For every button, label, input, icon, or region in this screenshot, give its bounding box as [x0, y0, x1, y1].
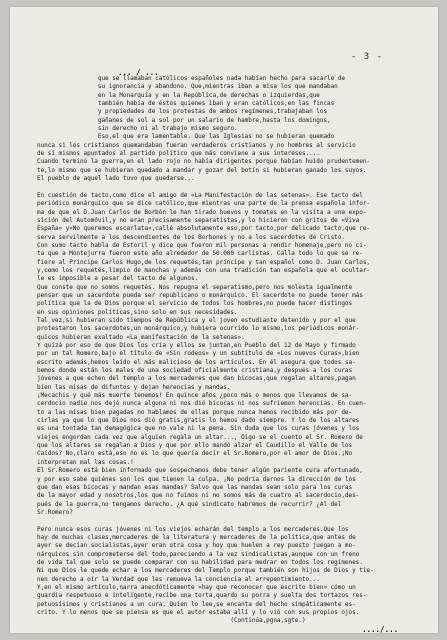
text-line: le es imposible a pesar del tacto de algunos. [37, 275, 199, 283]
text-line: Eso,el que era lamentable. Que las Iglesias no se hubieran quemado [37, 133, 335, 141]
text-line: El Sr.Romero está bien informado que sospechamos debe tener algún pariente cura afortunado, [37, 467, 363, 475]
text-line: su ignorancia y abandono. Que,mientras iban a misa los que mandaban [37, 83, 338, 91]
text-line: que dan esas bicocas y mandan esas mandas? Salvo que las mandas sean solo para los curas [37, 483, 353, 491]
text-line [37, 517, 431, 525]
text-line: Caídos? No,claro está,eso no es lo que quería decir el Sr.Romero,por el amor de Dios.¡No [37, 450, 353, 458]
continuation-mark-top: ... / ... [118, 68, 159, 77]
text-line: Y,en el mismo artículo,narra anecdóticamente «hay que reconocer que escrito bien» cómo un [37, 583, 356, 591]
text-line: periódico monárquico que se dice católico,que mientras una parte de la prensa española infor- [37, 200, 370, 208]
text-line: cerdocio nadie nos dejó nunca alguna ni nos dió bicocas ni nos sufriemon herencias. En cuen- [37, 400, 367, 408]
text-line: Con sumo tacto habla de Estoril y dice que fueron mil personas a rendir homenaje,pero no ci- [37, 241, 367, 249]
text-line: ayer se decían socialistas,ayer eran otra cosa y hoy que huelen a rey puesto juegan a mo- [37, 542, 356, 550]
text-line: pensar que un sacerdote pueda ser republicano o monárquico. El sacerdote no puede tener más [37, 291, 363, 299]
text-line: Tal vez,si hubieran sido tiempos de República y el joven estudiante detenido y por el que [37, 316, 356, 324]
text-line: por un tal Romero,bajo el título de «Sin rodeos» y un subtítulo de «Los nuevos Curas»,bien [37, 350, 360, 358]
text-line: to a las misas bien pagadas no hablamos de ellas porque nunca hemos recibido más por de- [37, 408, 353, 416]
text-line: sin derecho ni al trabajo mismo seguro. [37, 125, 238, 133]
text-line: política que la de Dios porque el servicio de todos los hombres,no puede hacer distingos [37, 300, 353, 308]
text-line: escrito además,hemos leído el más malicioso de los artículos. En él asegura que todos sa- [37, 358, 356, 366]
text-line: bemos donde están los males de una sociedad oficialmente cristiana,y después a los curas [37, 367, 353, 375]
text-line: es una tontada tan demagógica que no vale ni la pena. Sin duda que los curas jóvenes y los [37, 425, 360, 433]
text-line: Sr.Romero? [37, 508, 73, 516]
text-line: interpretan mal las cosas.! [37, 458, 134, 466]
text-line: Que conste que no somos requetés. Nos repugna el separatismo,pero nos molesta igualmente [37, 283, 353, 291]
text-line: fiere al Príncipe Carlos Hugo,de los requetés,tan príncipe y tan español como D. Juan Carlos, [37, 258, 370, 266]
text-line: En cuestión de tacto,como dice el amigo de «La Manifestación de las setenas». Ese tacto del [37, 191, 363, 199]
text-line: petuosísimos y cristianos a un cura. Quien lo lee,se encanta del hecho simpáticamente es- [37, 600, 356, 608]
continuation-mark-bottom: ..../... [362, 625, 399, 634]
text-line: de la mayor edad y nosotros,los que no fuimos ni no somos más de cuatro al sacerdocio,des- [37, 492, 360, 500]
text-line: Cuando terminó la guerra,en el lado rojo no había dirigentes porque habían huido prudentemen- [37, 158, 370, 166]
text-line: guardia respetuoso e inteligente,recibe una torta,quardo su porra y suelta dos tortazos res- [37, 592, 367, 600]
text-line: sición del Automóvil,y no eran precisamente separatistas,y lo hicieron con gritos de «Viva [37, 216, 360, 224]
text-line: ta que a Montejurra fueron este año alrededor de 50.000 carlistas. Calla todo lo que se re- [37, 250, 363, 258]
text-line: en sus opiniones políticas,sino solo en sus necesidades. [37, 308, 238, 316]
text-line: Pero nunca esos curas jóvenes ni los viejos echarán del templo a los mercaderes.Que los [37, 525, 349, 533]
text-line: nen derecho a oír la Verdad que les remueva la conciencia al arrepentimiento... [37, 575, 320, 583]
text-line: crito. Y lo menos que se piensa es que el autor estaba allí y lo vió con sus propios ojos. [37, 609, 360, 616]
text-line: Y quizá por eso de que Dios los cría y ellos se juntan,en Pueblo del 12 de Mayo y firmado [37, 342, 356, 349]
text-line: ¡Mecachis y qué más muerte tenemos! En quince años ¿poco más o menos que llevamos de sa- [37, 392, 353, 400]
text-line: quicos hubieran exaltado «La manifestación de la setenas». [37, 333, 245, 341]
text-line: y propiedades de los protestas de ambos regímenes,trabajaban los [37, 108, 328, 116]
text-line: nunca si los cristianos quemandaban fueran verdaderos cristianos y no hombres al servicio [37, 141, 356, 149]
text-line: Ni que Dios le quede echar a los mercaderes del Templo porque también son hijos de Dios y tie- [37, 567, 374, 575]
text-line [37, 183, 431, 191]
document-page [10, 7, 438, 633]
text-line: ma de que el D.Juan Carlos de Borbón le han tirado huevos y tomates en la visita a una expo- [37, 208, 367, 216]
text-line: de sí mismos apuntados al partido político que más conviene a sus intereses.... [37, 150, 320, 158]
text-line: cirlas ya que lo que Dios nos dió gratis,gratis lo hemos dado siempre. Y lo de los altares [37, 417, 360, 425]
text-line: que se llamaban católicos españoles nada habían hecho para sacarle de [37, 75, 345, 82]
text-line: de vida tal que solo se puede comparar con su habilidad para medrar en todos los regímenes. [37, 558, 363, 566]
text-line: en la Monarquía y en la República,de derechas o izquierdas,que [37, 91, 320, 99]
text-line: que los altares se regalan a Dios y que por ello mandó alzar el Caudillo el Valle de los [37, 442, 353, 450]
text-line: y,como los requetés,limpio de manchas y además con una tradición tan española que el ocultar- [37, 266, 370, 274]
text-line: bien las misas de difuntos y dejan herencias y mandas. [37, 383, 231, 391]
text-line: protestaron los sacerdotes,un monárquico,y hubiera ocurrido lo mismo,los periódicos monár- [37, 325, 360, 333]
text-line: jóvenes a que echen del templo a los mercaderes que dan bicocas,que regalan altares,pagan [37, 375, 356, 383]
text-line: (Continúa,pgna,sgte.) [37, 617, 306, 625]
text-line: El pueblo de aquel lado tuvo que quedarse... [37, 175, 195, 183]
text-line: serva servilmente a los descendientes de los Borbones y no a los sacerdotes de Cristo. [37, 233, 345, 241]
text-line: viejos engordan cada vez que alguien regala un altar..., Oigo se el cuento el Sr. Romero de [37, 433, 363, 441]
typewritten-body [37, 75, 431, 626]
text-line: pués de la guerra,no tengamos derecho. ¿A qué sindicato habremos de recurrir? ¿Al del [37, 500, 342, 508]
text-line: España» y«No queremos escarlata»,callé absolutamente eso,por tacto,por delicado tacto,que re- [37, 225, 370, 233]
text-line: también había de éstos quienes iban y eran católicos,en las fincas [37, 100, 335, 108]
page-number: - 3 - [350, 52, 383, 62]
text-line: te,lo mismo que se hubieran quedado a mandar y gozar del botín si hubieran ganado los suyos. [37, 166, 367, 174]
text-line: gañanes de sol a sol por un salario de hambre,hasta los domingos, [37, 116, 331, 124]
text-line: nárquicos sin comprometerse del todo,pareciendo a la vez sindicalistas,aunque con un freno [37, 550, 360, 558]
text-line: hay de muchas clases,mercaderes de la literatura y mercaderes de la política,que antes de [37, 533, 356, 541]
text-line: y por eso sabe quiénes son los que tienen la culpa. ¡No podría darnos la dirección de los [37, 475, 356, 483]
